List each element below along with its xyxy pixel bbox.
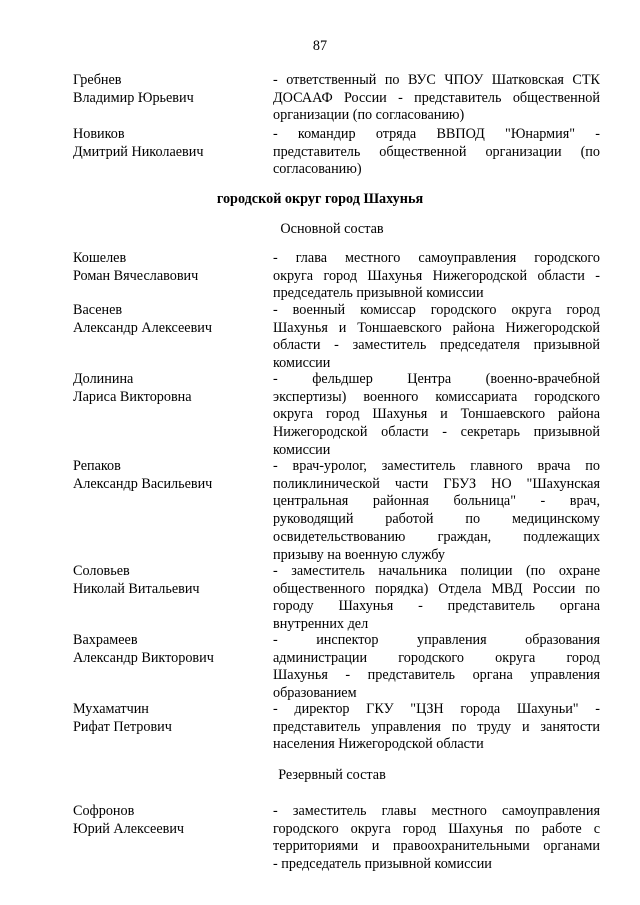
role-line: городу Шахунья - представитель органа: [273, 598, 600, 615]
role-line: представитель общественной организации (по: [273, 143, 600, 160]
member-given-name: Николай Витальевич: [73, 580, 200, 597]
role-line: - военный комиссар городского округа город: [273, 302, 600, 318]
role-line: территориями и правоохранительными органами: [273, 838, 600, 855]
member-surname: Васенев: [73, 302, 123, 318]
role-line: организации (по согласованию): [273, 107, 465, 124]
member-given-name: Владимир Юрьевич: [73, 89, 194, 106]
member-name: [73, 701, 263, 736]
member-surname: Мухаматчин: [73, 701, 149, 717]
role-line: - председатель призывной комиссии: [273, 856, 492, 873]
role-line: экспертизы) военного комиссариата городского: [273, 388, 600, 405]
member-name: [73, 371, 263, 406]
member-name: [73, 126, 263, 161]
member-role: [273, 126, 600, 179]
role-line: населения Нижегородской области: [273, 736, 484, 753]
role-line: - инспектор управления образования: [273, 632, 600, 648]
role-line: - глава местного самоуправления городского: [273, 250, 600, 266]
role-line: городского округа город Шахунья по работе с: [273, 820, 600, 837]
role-line: общественного порядка) Отдела МВД России по: [273, 580, 600, 597]
role-line: - директор ГКУ "ЦЗН города Шахуньи" -: [273, 701, 600, 717]
role-line: - врач-уролог, заместитель главного врача по: [273, 458, 600, 474]
role-line: округа город Шахунья и Тоншаевского района: [273, 406, 600, 423]
role-line: освидетельствованию граждан, подлежащих: [273, 528, 600, 545]
role-line: внутренних дел: [273, 616, 369, 633]
role-line: руководящий работой по медицинскому: [273, 511, 600, 528]
member-given-name: Рифат Петрович: [73, 718, 172, 735]
role-line: - заместитель главы местного самоуправления: [273, 803, 600, 819]
member-surname: Долинина: [73, 371, 134, 387]
role-line: - фельдшер Центра (военно-врачебной: [273, 371, 600, 387]
member-name: [73, 632, 263, 667]
member-role: [273, 302, 600, 373]
role-line: - ответственный по ВУС ЧПОУ Шатковская СТК: [273, 72, 600, 88]
section-heading-main: Основной состав: [280, 221, 384, 237]
role-line: призыву на военную службу: [273, 546, 445, 563]
role-line: - заместитель начальника полиции (по охране: [273, 563, 600, 579]
member-role: [273, 458, 600, 564]
member-role: [273, 72, 600, 125]
role-line: комиссии: [273, 355, 331, 372]
member-surname: Новиков: [73, 126, 125, 142]
member-name: [73, 458, 263, 493]
page-number: 87: [312, 38, 328, 54]
member-name: [73, 803, 263, 838]
role-line: области - заместитель председателя призывной: [273, 337, 600, 354]
member-given-name: Александр Викторович: [73, 649, 214, 666]
role-line: согласованию): [273, 161, 362, 178]
role-line: - командир отряда ВВПОД "Юнармия" -: [273, 126, 600, 142]
member-surname: Вахрамеев: [73, 632, 138, 648]
role-line: Шахунья - представитель органа управления: [273, 667, 600, 684]
role-line: ДОСААФ России - представитель общественной: [273, 89, 600, 106]
member-role: [273, 371, 600, 460]
member-surname: Кошелев: [73, 250, 127, 266]
role-line: председатель призывной комиссии: [273, 285, 484, 302]
role-line: администрации городского округа город: [273, 649, 600, 666]
role-line: центральная районная больница" - врач,: [273, 493, 600, 510]
role-line: Шахунья и Тоншаевского района Нижегородской: [273, 319, 600, 336]
member-role: [273, 632, 600, 703]
member-given-name: Роман Вячеславович: [73, 267, 199, 284]
member-name: [73, 563, 263, 598]
role-line: комиссии: [273, 441, 331, 458]
role-line: Нижегородской области - секретарь призывной: [273, 424, 600, 441]
role-line: поликлинической части ГБУЗ НО "Шахунская: [273, 475, 600, 492]
member-surname: Софронов: [73, 803, 135, 819]
member-name: [73, 302, 263, 337]
role-line: представитель управления по труду и занятости: [273, 718, 600, 735]
member-surname: Соловьев: [73, 563, 130, 579]
member-given-name: Лариса Викторовна: [73, 388, 192, 405]
member-surname: Репаков: [73, 458, 121, 474]
role-line: образованием: [273, 685, 357, 702]
member-role: [273, 701, 600, 754]
member-role: [273, 563, 600, 634]
member-given-name: Александр Алексеевич: [73, 319, 213, 336]
member-name: [73, 250, 263, 285]
role-line: округа город Шахунья Нижегородской области -: [273, 267, 600, 284]
member-role: [273, 803, 600, 874]
member-surname: Гребнев: [73, 72, 122, 88]
member-given-name: Дмитрий Николаевич: [73, 143, 204, 160]
district-heading: городской округ город Шахунья: [216, 191, 424, 207]
member-role: [273, 250, 600, 303]
member-given-name: Александр Васильевич: [73, 475, 213, 492]
section-heading-reserve: Резервный состав: [278, 767, 386, 783]
member-given-name: Юрий Алексеевич: [73, 820, 185, 837]
member-name: [73, 72, 263, 107]
